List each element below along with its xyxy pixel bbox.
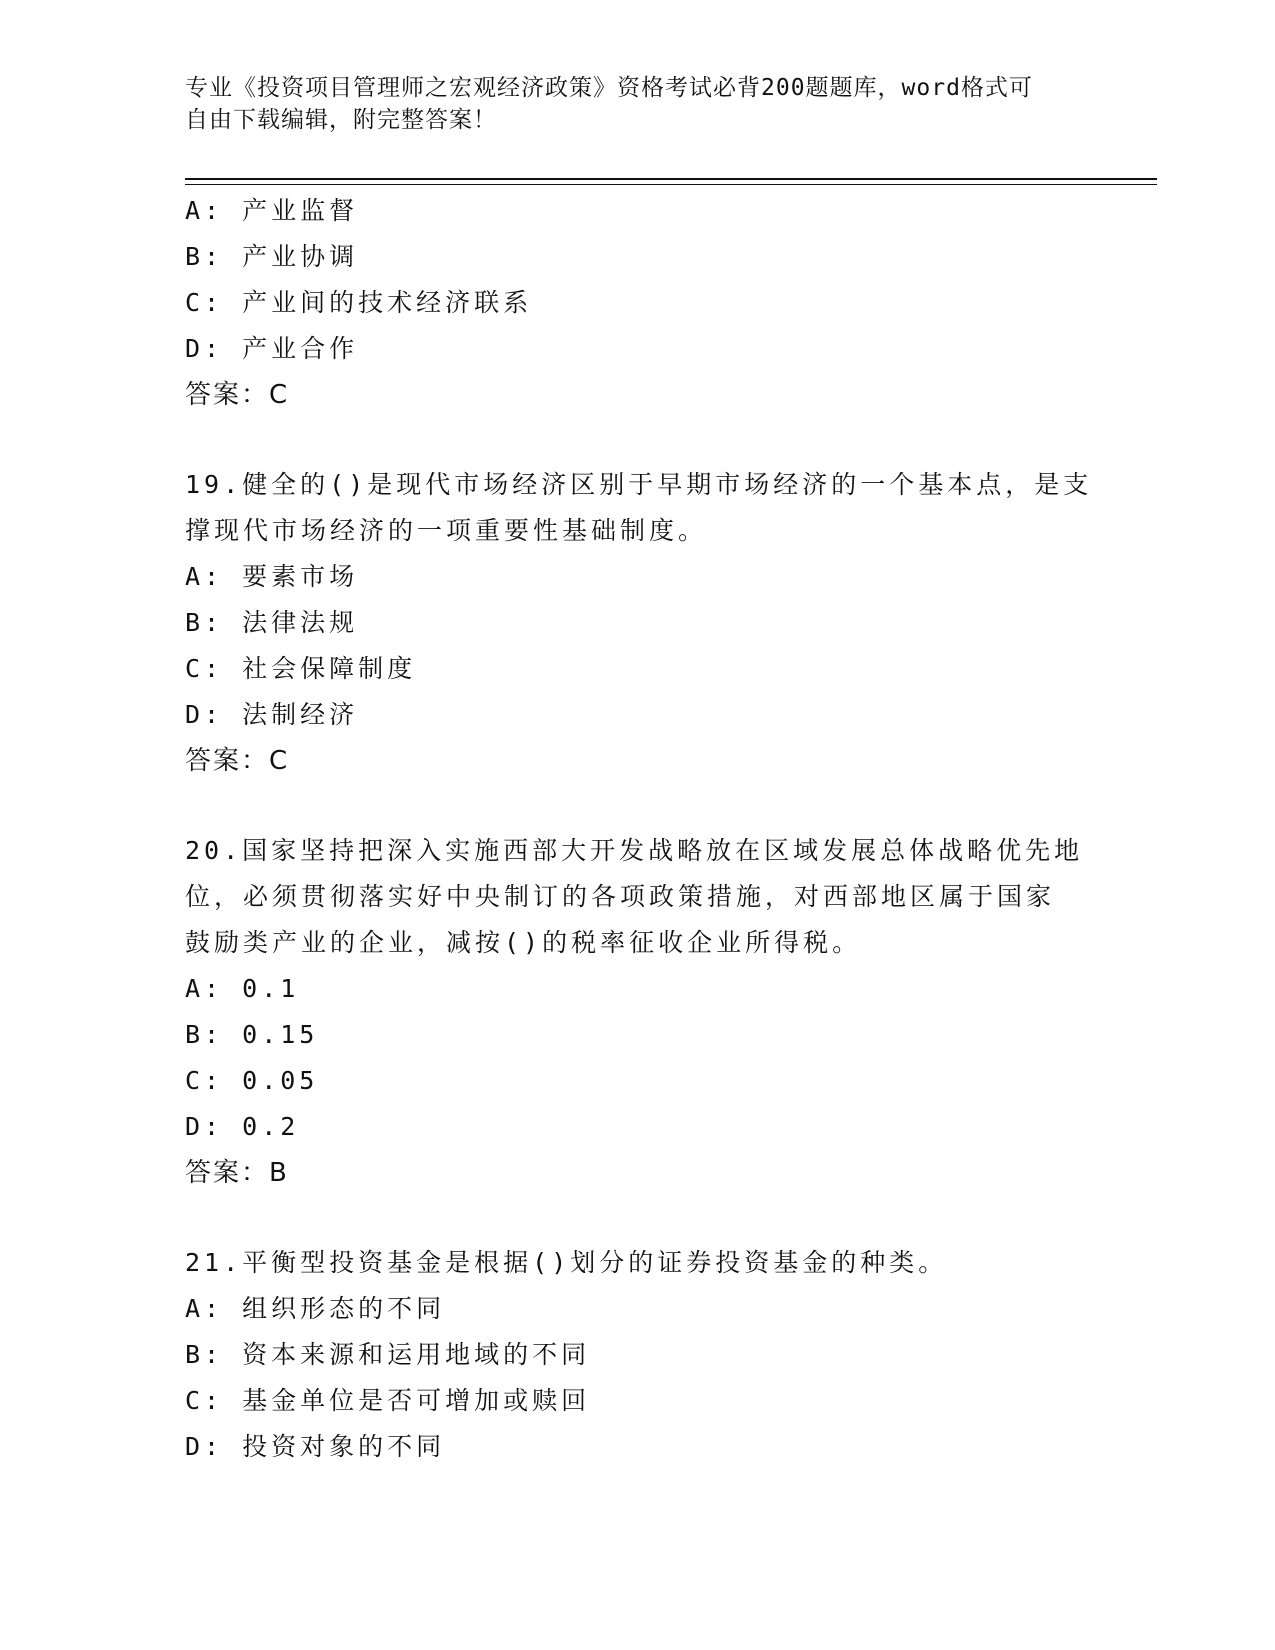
question-21: [185, 1240, 1085, 1470]
spacer: [185, 1196, 1085, 1240]
spacer: [185, 418, 1085, 462]
option-b: B: 资本来源和运用地域的不同: [185, 1340, 591, 1369]
option-c: C: 产业间的技术经济联系: [185, 288, 533, 317]
option-b: B: 产业协调: [185, 242, 359, 271]
answer: 答案：B: [185, 1158, 289, 1188]
answer: 答案：C: [185, 380, 290, 410]
option-a: A: 产业监督: [185, 196, 359, 225]
option-b: B: 法律法规: [185, 608, 359, 637]
question-stem-line: 19.健全的()是现代市场经济区别于早期市场经济的一个基本点，是支: [185, 470, 1093, 499]
question-stem-line: 21.平衡型投资基金是根据()划分的证券投资基金的种类。: [185, 1248, 948, 1277]
header-divider-thick: [185, 178, 1157, 180]
question-19: [185, 462, 1093, 784]
option-d: D: 产业合作: [185, 334, 359, 363]
question-stem-line: 撑现代市场经济的一项重要性基础制度。: [185, 516, 708, 545]
header-line-2: 自由下载编辑，附完整答案！: [185, 107, 497, 133]
option-a: A: 0.1: [185, 974, 300, 1003]
option-c: C: 0.05: [185, 1066, 319, 1095]
answer: 答案：C: [185, 746, 290, 776]
option-d: D: 0.2: [185, 1112, 300, 1141]
question-stem-line: 鼓励类产业的企业，减按()的税率征收企业所得税。: [185, 928, 862, 957]
option-d: D: 法制经济: [185, 700, 359, 729]
question-18: [185, 188, 1085, 418]
document-header: [185, 72, 1065, 136]
question-20: [185, 828, 1085, 1196]
header-line-1: 专业《投资项目管理师之宏观经济政策》资格考试必背200题题库，word格式可: [185, 75, 1033, 101]
header-divider-thin: [185, 184, 1157, 185]
spacer: [185, 784, 1085, 828]
option-d: D: 投资对象的不同: [185, 1432, 446, 1461]
question-stem-line: 位，必须贯彻落实好中央制订的各项政策措施，对西部地区属于国家: [185, 882, 1056, 911]
option-b: B: 0.15: [185, 1020, 319, 1049]
option-c: C: 基金单位是否可增加或赎回: [185, 1386, 591, 1415]
question-stem-line: 20.国家坚持把深入实施西部大开发战略放在区域发展总体战略优先地: [185, 836, 1084, 865]
question-list: [185, 188, 1093, 1470]
option-c: C: 社会保障制度: [185, 654, 417, 683]
option-a: A: 要素市场: [185, 562, 359, 591]
option-a: A: 组织形态的不同: [185, 1294, 446, 1323]
